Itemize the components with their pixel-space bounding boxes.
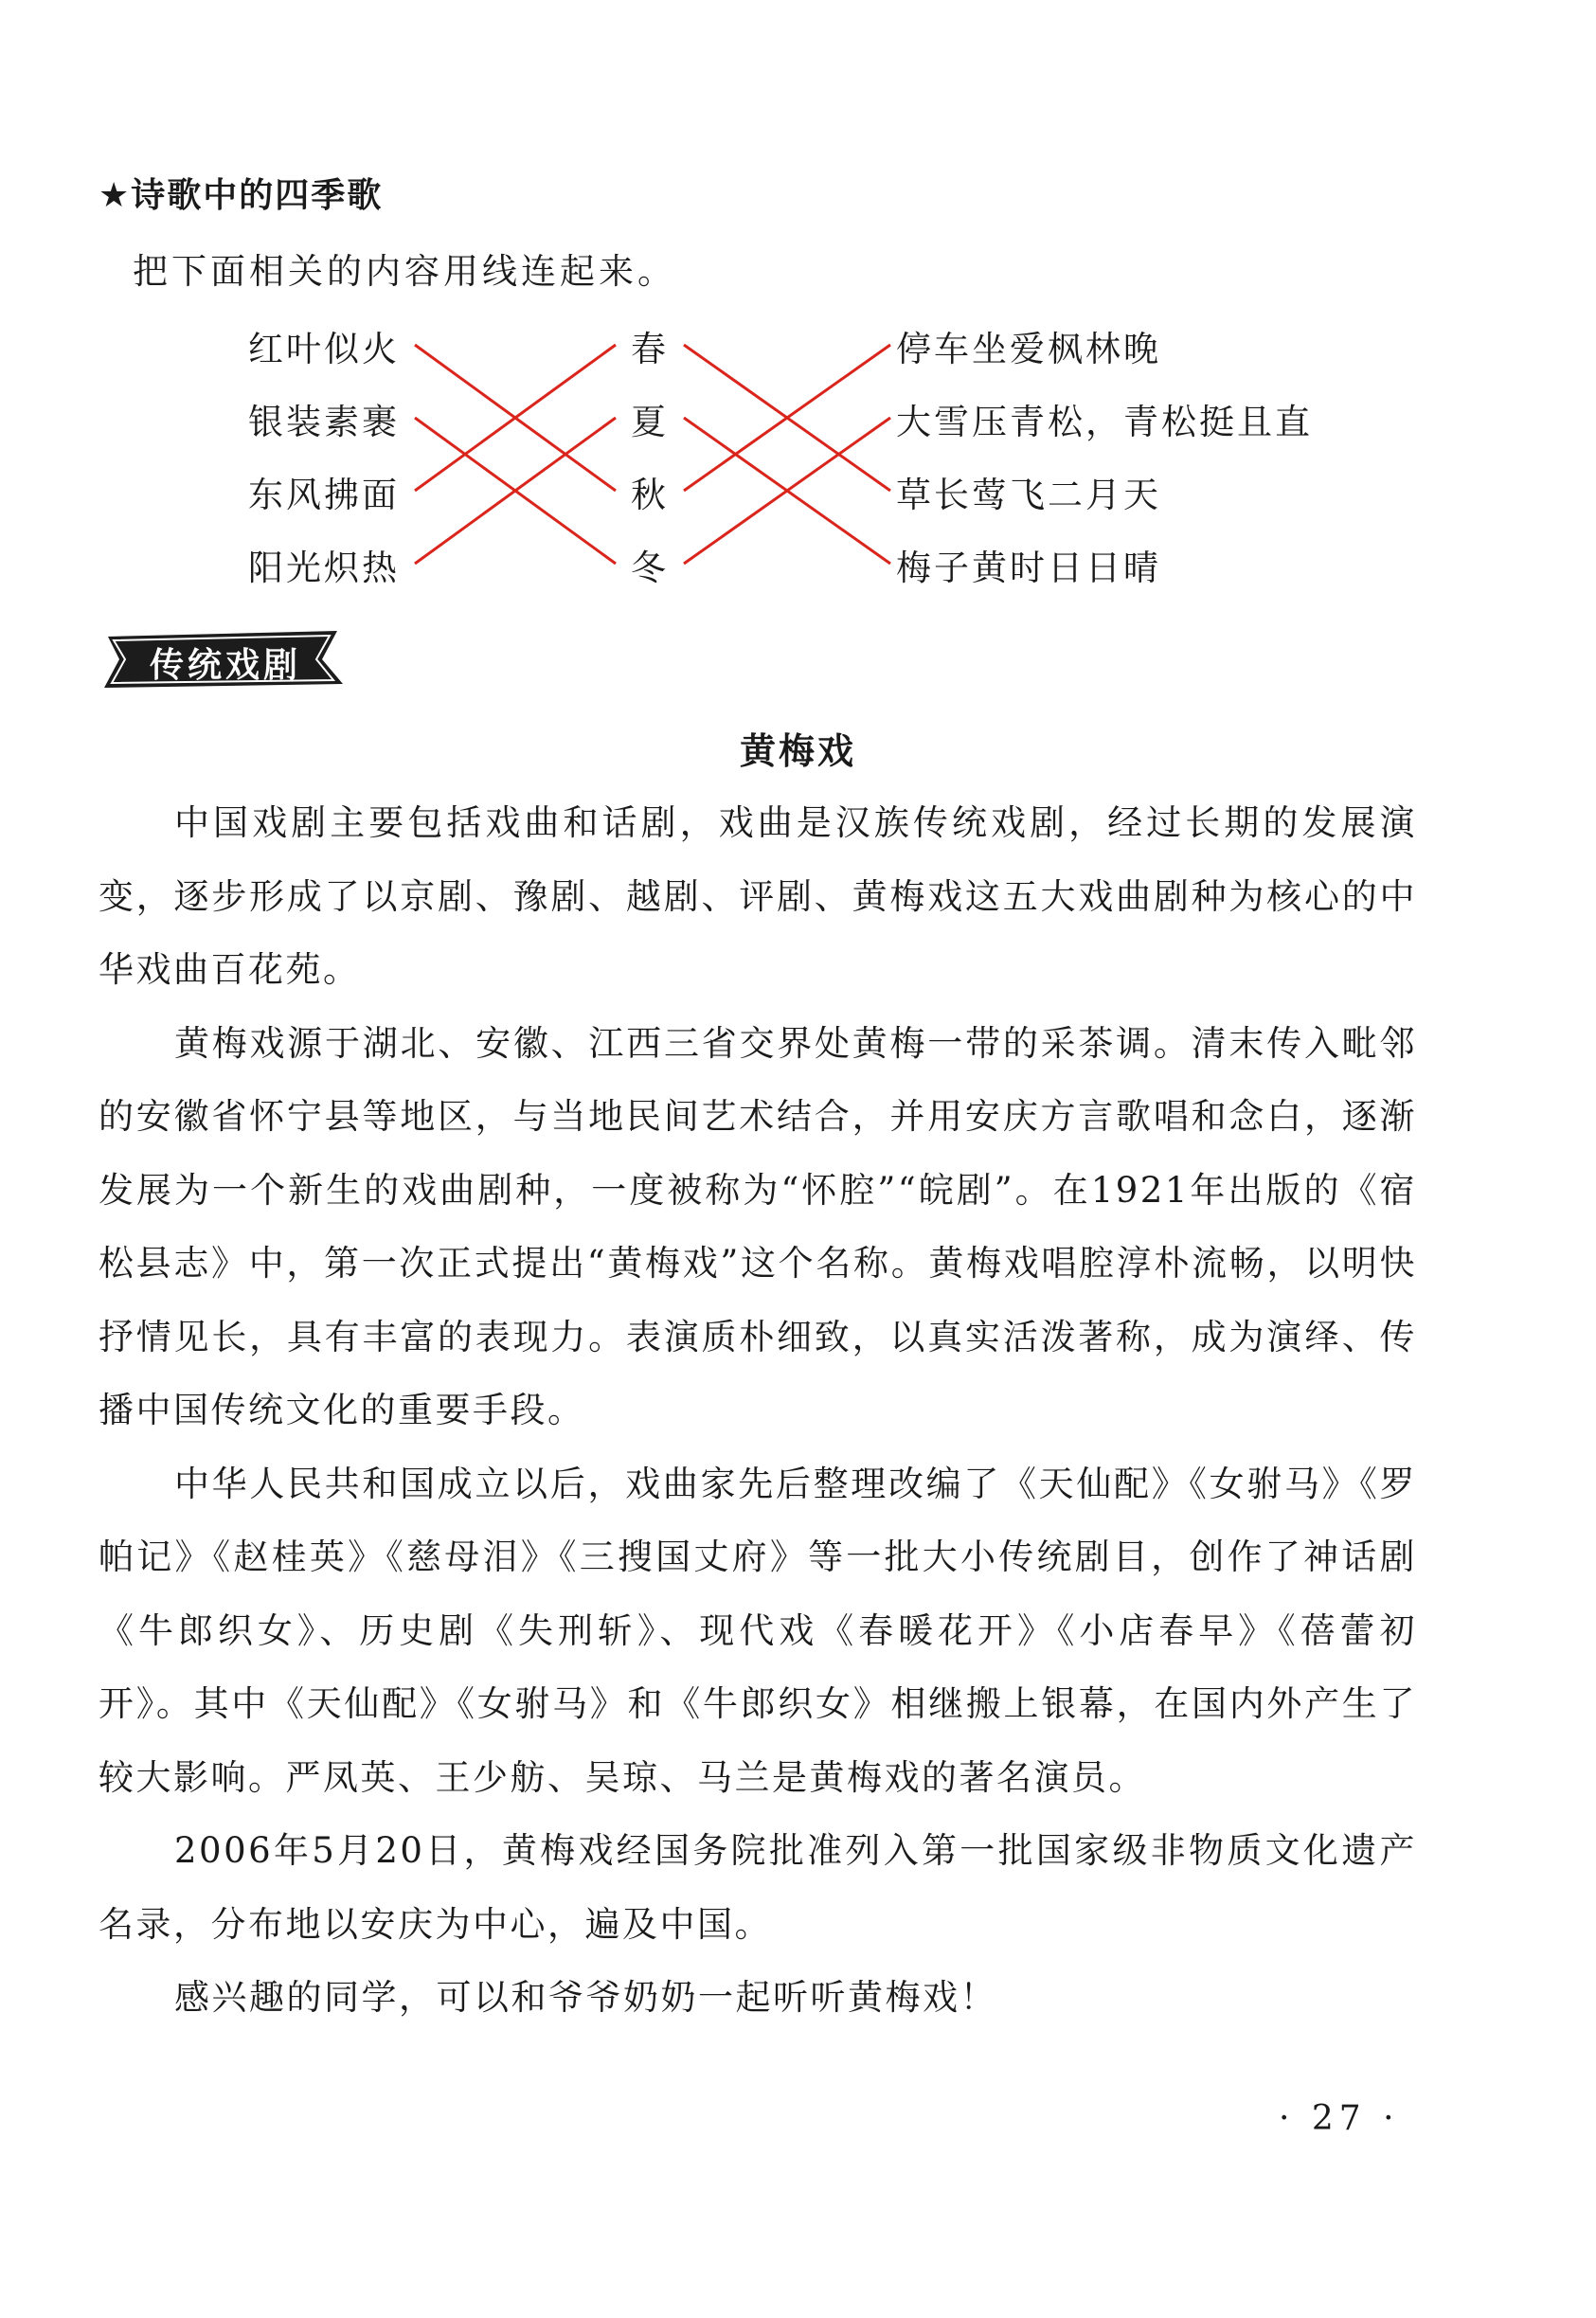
match-line-right [684, 418, 890, 564]
left-item: 阳光炽热 [248, 548, 400, 588]
match-line-left [415, 418, 616, 564]
exercise-instruction: 把下面相关的内容用线连起来。 [133, 251, 676, 292]
season-item: 秋 [631, 475, 669, 515]
match-line-left [415, 345, 616, 491]
paragraph: 中华人民共和国成立以后，戏曲家先后整理改编了《天仙配》《女驸马》《罗帕记》《赵桂英》《慈母泪》《三搜国丈府》等一批大小传统剧目，创作了神话剧《牛郎织女》、历史剧《失刑斩》、现代戏《春暖花开》《小店春早》《蓓蕾初开》。其中《天仙配》《女驸马》和《牛郎织女》相继搬上银幕，在国内外产生了较大影响。严凤英、王少舫、吴琼、马兰是黄梅戏的著名演员。 [99, 1463, 1417, 1798]
season-item: 春 [631, 329, 669, 369]
page-number: · 27 · [1279, 2099, 1400, 2138]
season-item: 冬 [631, 548, 669, 588]
left-item: 红叶似火 [248, 329, 400, 369]
section-title: ★诗歌中的四季歌 [99, 176, 384, 215]
poem-item: 草长莺飞二月天 [896, 475, 1161, 515]
paragraph: 感兴趣的同学，可以和爷爷奶奶一起听听黄梅戏！ [174, 1977, 997, 2018]
paragraph: 中国戏剧主要包括戏曲和话剧，戏曲是汉族传统戏剧，经过长期的发展演变，逐步形成了以京剧、豫剧、越剧、评剧、黄梅戏这五大戏曲剧种为核心的中华戏曲百花苑。 [99, 802, 1417, 990]
left-item: 东风拂面 [248, 475, 400, 515]
section-banner [99, 631, 347, 688]
paragraph: 2006年5月20日，黄梅戏经国务院批准列入第一批国家级非物质文化遗产名录，分布地以安庆为中心，遍及中国。 [99, 1830, 1417, 1945]
left-item: 银装素裹 [248, 402, 400, 442]
article-body [99, 786, 1417, 2035]
banner-label: 传统戏剧 [149, 646, 301, 685]
match-line-right [684, 345, 890, 491]
match-lines [0, 0, 1596, 663]
article-title: 黄梅戏 [739, 730, 856, 772]
match-line-right [684, 345, 890, 491]
season-item: 夏 [631, 402, 669, 442]
match-line-left [415, 418, 616, 564]
match-line-right [684, 418, 890, 564]
match-line-left [415, 345, 616, 491]
paragraph: 黄梅戏源于湖北、安徽、江西三省交界处黄梅一带的采茶调。清末传入毗邻的安徽省怀宁县等地区，与当地民间艺术结合，并用安庆方言歌唱和念白，逐渐发展为一个新生的戏曲剧种，一度被称为“怀腔”“皖剧”。在1921年出版的《宿松县志》中，第一次正式提出“黄梅戏”这个名称。黄梅戏唱腔淳朴流畅，以明快抒情见长，具有丰富的表现力。表演质朴细致，以真实活泼著称，成为演绎、传播中国传统文化的重要手段。 [99, 1022, 1417, 1430]
poem-item: 停车坐爱枫林晚 [896, 329, 1161, 369]
poem-item: 大雪压青松，青松挺且直 [896, 402, 1313, 442]
poem-item: 梅子黄时日日晴 [896, 548, 1161, 588]
